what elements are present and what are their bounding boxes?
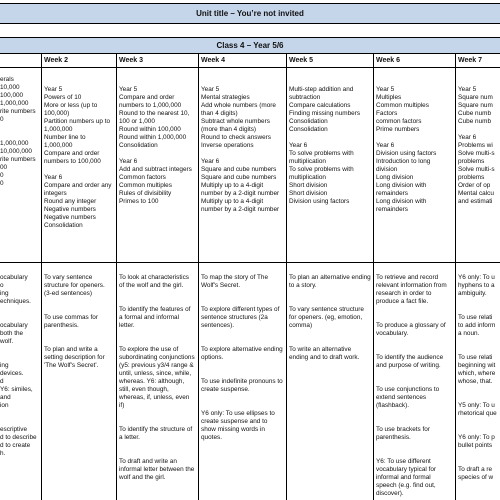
- objective: To use commas for parenthesis.: [44, 314, 98, 329]
- objective: To use brackets for parenthesis.: [376, 426, 430, 441]
- maths-cell-week-3: Year 5 Compare and order numbers to 1,000,000 Round to the nearest 10, 100 or 1,000 Round within 100,000 Round within 1,000,000 Consolidation Year 6 Add and subtract integers Common factors Common multiples Rules of divisibility Primes to 100: [119, 86, 192, 205]
- objective: ing devices. d Y6: similes, and ion: [0, 362, 33, 409]
- objective: To use relati to add inform a noun.: [458, 314, 496, 337]
- english-cell-week-3: [119, 266, 195, 498]
- english-cell-week-4: [201, 266, 283, 498]
- objective: To map the story of The Wolf's Secret.: [201, 274, 269, 289]
- objective: Y6 only: To u hyphens to a ambiguity.: [458, 274, 495, 297]
- objective: To identify the features of a formal and informal letter.: [119, 306, 191, 329]
- objective: To explore the use of subordinating conjunctions (y5: previous y3/4 range & until, unless, since, while, whereas. Y6: although, still, even though, whereas, if, unless, even if): [119, 346, 195, 409]
- objective: To vary sentence structure for openers. (3-ed sentences): [44, 274, 105, 297]
- week-header-5: Week 5: [289, 57, 313, 64]
- objective: To use conjunctions to extend sentences (flashback).: [376, 386, 440, 409]
- grid-line: [0, 67, 500, 68]
- grid-line: [0, 262, 500, 263]
- week-header-3: Week 3: [119, 57, 143, 64]
- objective: To use indefinite pronouns to create suspense.: [201, 378, 283, 393]
- english-cell-week-2: [44, 266, 114, 498]
- objective: To use relati beginning wit which, where whose, that.: [458, 354, 496, 385]
- unit-title: Unit title – You’re not invited: [0, 3, 500, 24]
- objective: To draft and write an informal letter between the wolf and the girl.: [119, 458, 195, 481]
- maths-cell-week-5: Multi-step addition and subtraction Compare calculations Finding missing numbers Consolidation Consolidation Year 6 To solve problems with multiplication To solve problems with multiplication Short division Short division Division using factors: [289, 86, 361, 205]
- grid-line: [41, 54, 42, 500]
- week-header-6: Week 6: [376, 57, 400, 64]
- objective: ocabulary o ing echniques.: [0, 274, 31, 305]
- objective: To produce a glossary of vocabulary.: [376, 322, 446, 337]
- grid-line: [286, 54, 287, 500]
- grid-line: [198, 54, 199, 500]
- maths-cell-week-4: Year 5 Mental strategies Add whole numbers (more than 4 digits) Subtract whole numbers (more than 4 digits) Round to check answers Inverse operations Year 6 Square and cube numbers Square and cube numbers Multiply up to a 4-digit number by a 2-digit number Multiply up to a 4-digit number by a 2-digit number: [201, 86, 280, 213]
- week-header-4: Week 4: [201, 57, 225, 64]
- objective: To identify the structure of a letter.: [119, 426, 193, 441]
- english-cell-week-5: [289, 266, 371, 498]
- maths-cell-week-2: Year 5 Powers of 10 More or less (up to 100,000) Partition numbers up to 1,000,000 Number line to 1,000,000 Compare and order numbers to 100,000 Year 6 Compare and order any integers Round any integer Negative numbers Negative numbers Consolidation: [44, 86, 112, 229]
- objective: To draft a re species of w: [458, 466, 494, 481]
- objective: To write an alternative ending and to draft work.: [289, 346, 360, 361]
- objective: To explore different types of sentence structures (2a sentences).: [201, 306, 280, 329]
- objective: escriptive d to describe d to create h.: [0, 426, 37, 457]
- objective: To identify the audience and purpose of writing.: [376, 354, 444, 369]
- class-title: Class 4 – Year 5/6: [0, 37, 500, 54]
- english-cell-week-1: [0, 266, 40, 498]
- objective: To retrieve and record relevant information from research in order to produce a fact file.: [376, 274, 447, 305]
- objective: Y6: To use different vocabulary typical for informal and formal speech (e.g. find out, discover).: [376, 458, 437, 497]
- objective: Y6 only: To p bullet points: [458, 434, 495, 449]
- objective: To plan an alternative ending to a story.: [289, 274, 371, 289]
- objective: To look at characteristics of the wolf and the girl.: [119, 274, 189, 289]
- objective: To vary sentence structure for openers. (eg, emotion, comma): [289, 306, 364, 329]
- objective: Y5 only: To u rhetorical que: [458, 402, 497, 417]
- maths-cell-week-7: Year 5 Square num Square num Cube numb Cube numb Year 6 Problems wi Solve multi-s problems Solve multi-s problems Order of op Mental calcu and estimati: [458, 86, 495, 205]
- objective: To plan and write a setting description for 'The Wolf's Secret'.: [44, 346, 105, 369]
- maths-cell-week-6: Year 5 Multiples Common multiples Factors common factors Prime numbers Year 6 Division using factors Introduction to long division Long division Long division with remainders Long division with remainders: [376, 86, 437, 213]
- objective: ocabulary both the wolf.: [0, 322, 28, 345]
- objective: Y6 only: To use ellipses to create suspense and to show missing words in quotes.: [201, 410, 275, 441]
- grid-line: [455, 54, 456, 500]
- english-cell-week-6: [376, 266, 453, 498]
- english-cell-week-7: [458, 266, 500, 498]
- grid-line: [116, 54, 117, 500]
- week-header-7: Week 7: [458, 57, 482, 64]
- objective: To explore alternative ending options.: [201, 346, 283, 361]
- week-header-2: Week 2: [44, 57, 68, 64]
- maths-cell-week-1: erals 10,000 100,000 1,000,000 rite numbers 0 1,000,000 10,000,000 rite numbers 00 0 0: [0, 76, 36, 187]
- grid-line: [373, 54, 374, 500]
